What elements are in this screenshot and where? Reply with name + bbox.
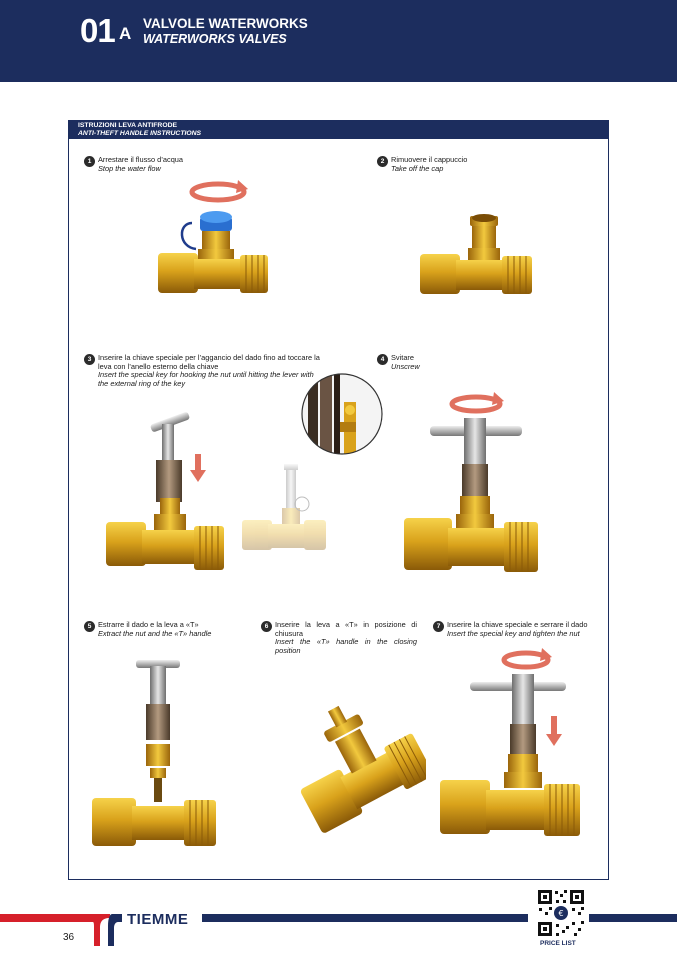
valve-illustration-step-3 <box>100 410 330 582</box>
rotation-arrow-icon <box>504 648 552 667</box>
step-3-text-it: Inserire la chiave speciale per l’aggancio del dado fino ad toccare la leva con l’anello esterno della chiave <box>98 353 320 371</box>
step-6-badge: 6 <box>261 621 272 632</box>
section-title-en: WATERWORKS VALVES <box>143 32 287 46</box>
step-2-badge: 2 <box>377 156 388 167</box>
svg-text:€: € <box>558 909 564 918</box>
price-list-label: PRICE LIST <box>540 940 576 947</box>
panel-title-en: ANTI-THEFT HANDLE INSTRUCTIONS <box>78 130 202 137</box>
step-5-text-it: Estrarre il dado e la leva a «T» <box>98 620 199 629</box>
step-2-text-it: Rimuovere il cappuccio <box>391 155 468 164</box>
page-number: 36 <box>63 932 75 943</box>
valve-illustration-step-7 <box>434 646 594 866</box>
section-title-it: VALVOLE WATERWORKS <box>143 16 308 31</box>
step-1-badge: 1 <box>84 156 95 167</box>
step-6-text-en: Insert the «T» handle in the closing position <box>275 637 417 655</box>
footer-navy-bar <box>202 914 528 922</box>
detail-zoom-circle <box>300 372 384 456</box>
footer-bar-curve <box>88 914 122 946</box>
valve-illustration-step-4 <box>400 388 550 588</box>
page-header <box>0 0 677 82</box>
rotation-arrow-icon <box>452 392 504 411</box>
step-5-badge: 5 <box>84 621 95 632</box>
step-6-text-it: Inserire la leva a «T» in posizione di chiusura <box>275 620 417 638</box>
step-4-badge: 4 <box>377 354 388 365</box>
step-4-text-it: Svitare <box>391 353 415 362</box>
valve-illustration-step-2 <box>412 208 552 308</box>
step-1-text-it: Arrestare il flusso d’acqua <box>98 155 184 164</box>
step-7-badge: 7 <box>433 621 444 632</box>
valve-illustration-step-6 <box>266 696 426 846</box>
step-7-text-it: Inserire la chiave speciale e serrare il dado <box>447 620 588 629</box>
step-3-badge: 3 <box>84 354 95 365</box>
step-3-text-en: Insert the special key for hooking the nut until hitting the lever with the external ring of the key <box>98 370 314 388</box>
valve-illustration-step-1 <box>140 175 280 305</box>
brand-logo: TIEMME <box>127 911 189 928</box>
footer-navy-bar-end <box>589 914 677 922</box>
down-arrow-icon <box>190 454 206 482</box>
panel-header <box>69 121 608 139</box>
rotation-arrow-icon <box>192 180 248 200</box>
section-number: 01 <box>80 12 115 49</box>
step-4-text-en: Unscrew <box>391 361 420 371</box>
step-7-text-en: Insert the special key and tighten the nut <box>447 628 580 638</box>
qr-code-icon[interactable] <box>536 888 586 938</box>
step-5-text-en: Extract the nut and the «T» handle <box>98 628 212 638</box>
panel-title-it: ISTRUZIONI LEVA ANTIFRODE <box>78 122 178 129</box>
step-1-text-en: Stop the water flow <box>98 163 161 173</box>
footer-red-bar <box>0 914 96 922</box>
faded-valve-illustration <box>242 464 326 550</box>
step-2-text-en: Take off the cap <box>391 163 444 173</box>
section-suffix: A <box>119 24 132 43</box>
down-arrow-icon <box>546 716 562 746</box>
valve-illustration-step-5 <box>88 660 228 860</box>
